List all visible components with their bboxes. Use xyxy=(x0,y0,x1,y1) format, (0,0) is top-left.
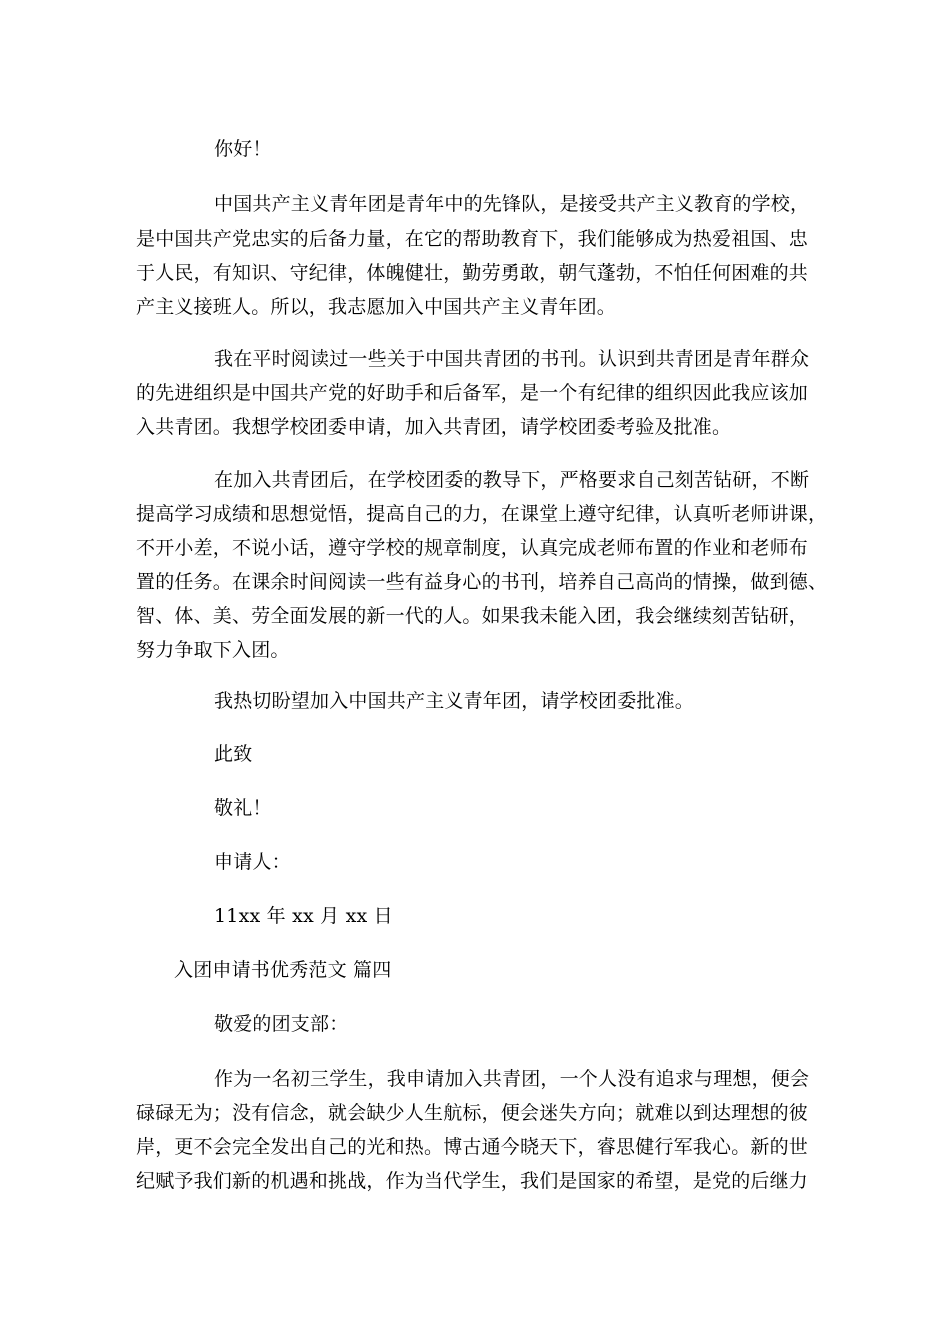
paragraph-line: 不开小差，不说小话，遵守学校的规章制度，认真完成老师布置的作业和老师布 xyxy=(136,537,809,559)
paragraph-line: 置的任务。在课余时间阅读一些有益身心的书刊，培养自己高尚的情操，做到德、 xyxy=(136,571,828,593)
applicant-label: 申请人： xyxy=(214,851,291,873)
paragraph-line: 的先进组织是中国共产党的好助手和后备军，是一个有纪律的组织因此我应该加 xyxy=(136,382,809,404)
paragraph-line: 在加入共青团后，在学校团委的教导下，严格要求自己刻苦钻研，不断 xyxy=(214,469,810,491)
paragraph-line: 努力争取下入团。 xyxy=(136,639,290,661)
paragraph-line: 纪赋予我们新的机遇和挑战，作为当代学生，我们是国家的希望，是党的后继力 xyxy=(136,1170,809,1192)
section-heading: 入团申请书优秀范文 篇四 xyxy=(174,959,392,981)
salute-line-1: 此致 xyxy=(214,743,253,765)
paragraph-line: 中国共产主义青年团是青年中的先锋队，是接受共产主义教育的学校， xyxy=(214,193,810,215)
paragraph-line: 碌碌无为；没有信念，就会缺少人生航标，便会迷失方向；就难以到达理想的彼 xyxy=(136,1102,809,1124)
paragraph-line: 智、体、美、劳全面发展的新一代的人。如果我未能入团，我会继续刻苦钻研， xyxy=(136,605,809,627)
closing-wish: 我热切盼望加入中国共产主义青年团，请学校团委批准。 xyxy=(214,690,695,712)
paragraph-line: 于人民，有知识、守纪律，体魄健壮，勤劳勇敢，朝气蓬勃，不怕任何困难的共 xyxy=(136,262,809,284)
paragraph-line: 提高学习成绩和思想觉悟，提高自己的力，在课堂上遵守纪律，认真听老师讲课， xyxy=(136,503,828,525)
greeting: 你好！ xyxy=(214,138,272,160)
paragraph-line: 作为一名初三学生，我申请加入共青团，一个人没有追求与理想，便会 xyxy=(214,1068,810,1090)
date-line: 11xx 年 xx 月 xx 日 xyxy=(214,905,393,927)
paragraph-line: 我在平时阅读过一些关于中国共青团的书刊。认识到共青团是青年群众 xyxy=(214,348,810,370)
salute-line-2: 敬礼！ xyxy=(214,797,272,819)
paragraph-line: 产主义接班人。所以，我志愿加入中国共产主义青年团。 xyxy=(136,296,617,318)
paragraph-line: 是中国共产党忠实的后备力量，在它的帮助教育下，我们能够成为热爱祖国、忠 xyxy=(136,228,809,250)
paragraph-line: 入共青团。我想学校团委申请，加入共青团，请学校团委考验及批准。 xyxy=(136,416,732,438)
greeting-2: 敬爱的团支部： xyxy=(214,1013,349,1035)
paragraph-line: 岸，更不会完全发出自己的光和热。博古通今晓天下，睿思健行军我心。新的世 xyxy=(136,1136,809,1158)
